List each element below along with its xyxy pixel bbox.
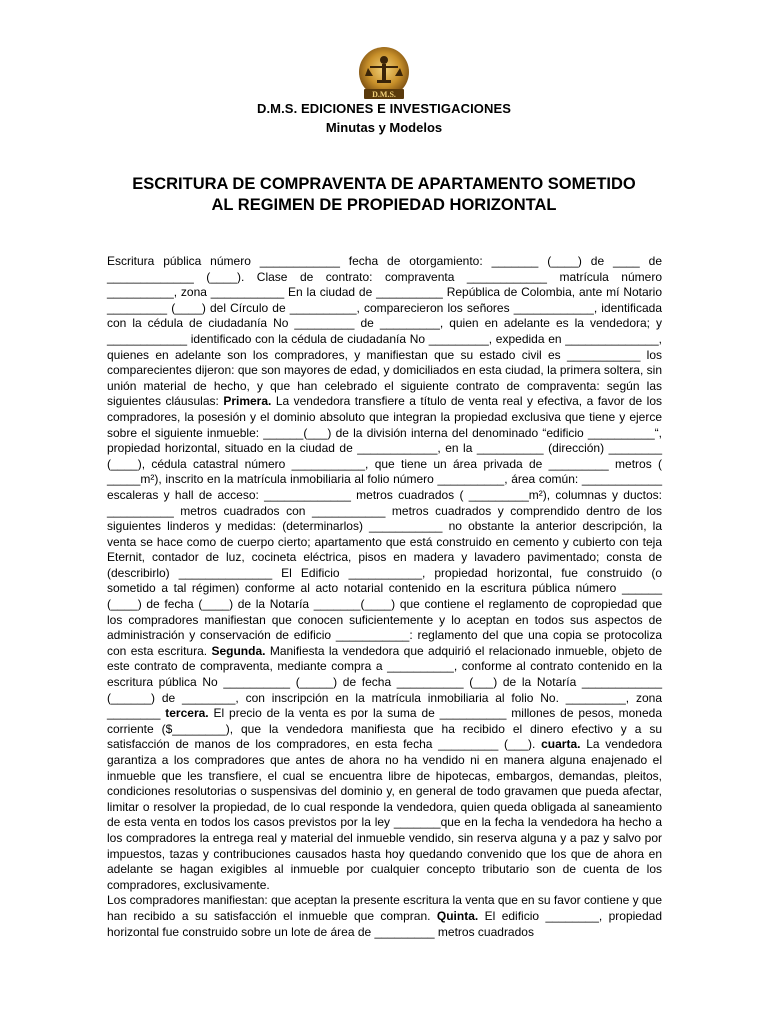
document-title-line-1: ESCRITURA DE COMPRAVENTA DE APARTAMENTO SOMETIDO xyxy=(132,175,636,193)
document-body xyxy=(107,254,662,940)
organization-subtitle: Minutas y Modelos xyxy=(325,120,443,135)
body-text: Manifiesta la vendedora que adquirió el relacionado inmueble, objeto de este contrato de compraventa, mediante compra a __________, conforme al contrato contenido en la escritura pública No __________ (_____) de fecha __________ (___) de la Notaría ____________ (______) de ________, con inscripción en la matrícula inmobiliaria al folio No. _________, zona ________ xyxy=(107,643,662,721)
body-text: Los compradores manifiestan: que aceptan la presente escritura la venta que en su favor contiene y que han recibido a su satisfacción el inmueble que compran. xyxy=(107,893,663,923)
document-title xyxy=(60,174,708,216)
clause-segunda: Segunda. xyxy=(211,643,266,658)
body-text: La vendedora transfiere a título de venta real y efectiva, a favor de los compradores, la posesión y el dominio absoluto que integran la propiedad exclusiva que tiene y ejerce sobre el siguiente inmueble: ______(___) de la división interna del denominado “edificio __________“, propiedad horizontal, situado en la ciudad de ____________, en la __________ (dirección) ________ (____), cédula catastral número ___________, que tiene un área privada de _________ metros ( _____m²), inscrito en la matrícula inmobiliaria al folio número __________, área común: ____________ escaleras y hall de acceso: _____________ metros cuadrados ( _________m²), columnas y ductos: __________ metros cuadrados con ___________ metros cuadrados y comprendido dentro de los siguientes linderos y medidas: (determinarlos) ___________ no obstante la anterior descripción, la venta se hace como de cuerpo cierto; apartamento que está construido en cemento y cubierto con teja Eternit, contador de luz, cocineta eléctrica, pisos en madera y lavadero pavimentado; consta de (describirlo) ______________ El Edificio ___________, propiedad horizontal, fue construido (o sometido a tal régimen) conforme al acto notarial contenido en la escritura pública número ______ (____) de fecha (____) de la Notaría _______(____) que contiene el reglamento de copropiedad que los compradores manifiestan que conocen suficientemente y lo aceptan en todos sus aspectos de administración y conservación de edificio ___________: reglamento del que una copia se protocoliza con esta escritura. xyxy=(107,394,662,658)
clause-quinta: Quinta. xyxy=(436,908,479,923)
svg-text:D.M.S.: D.M.S. xyxy=(372,90,396,99)
body-text: Escritura pública número ____________ fecha de otorgamiento: _______ (____) de ____ de _____________ (____). Clase de contrato: compraventa ____________ matrícula número __________, zona ___________ En la ciudad de __________ República de Colombia, ante mí Notario _________ (____) del Círculo de __________, comparecieron los señores ____________, identificada con la cédula de ciudadanía No _________ de _________, quien en adelante es la vendedora; y ____________ identificado con la cédula de ciudadanía No _________, expedida en ______________, quienes en adelante son los compradores, y manifiestan que su estado civil es ___________ los comparecientes dijeron: que son mayores de edad, y domiciliados en esta ciudad, la primera soltera, sin unión material de hecho, y que han celebrado el siguiente contrato de compraventa: según las siguientes cláusulas: xyxy=(107,254,662,409)
document-title-line-2: AL REGIMEN DE PROPIEDAD HORIZONTAL xyxy=(211,196,557,214)
clause-tercera: tercera. xyxy=(165,706,209,721)
organization-name: D.M.S. EDICIONES E INVESTIGACIONES xyxy=(256,101,512,116)
clause-cuarta: cuarta. xyxy=(541,737,581,752)
body-text: El edificio ________, propiedad horizontal fue construido sobre un lote de área de _________ metros cuadrados xyxy=(107,908,662,939)
body-paragraph xyxy=(107,254,662,893)
body-paragraph xyxy=(107,893,662,940)
justice-scale-logo-icon xyxy=(358,46,410,102)
body-text: El precio de la venta es por la suma de __________ millones de pesos, moneda corriente ($________), que la vendedora manifiesta que ha recibido el dinero efectivo y a su satisfacción de manos de los compradores, en esta fecha _________ (___). xyxy=(107,706,662,752)
body-text: La vendedora garantiza a los compradores que antes de ahora no ha vendido ni en manera alguna enajenado el inmueble que les transfiere, el cual se encuentra libre de hipotecas, embargos, demandas, pleitos, condiciones resolutorias o suspensivas del dominio y, en general de todo gravamen que pueda afectar, limitar o resolver la propiedad, de lo cual responde la vendedora, quien queda obligada al saneamiento de esta venta en todos los casos previstos por la ley _______que en la fecha la vendedora ha hecho a los compradores la entrega real y material del inmueble vendido, sin reserva alguna y a paz y salvo por impuestos, tazas y contribuciones causados hasta hoy quedando convenido que los que de ahora en adelante se hagan exigibles al inmueble por cualquier concepto tributario son de cuenta de los compradores, exclusivamente. xyxy=(107,737,662,892)
clause-primera: Primera. xyxy=(223,394,272,409)
